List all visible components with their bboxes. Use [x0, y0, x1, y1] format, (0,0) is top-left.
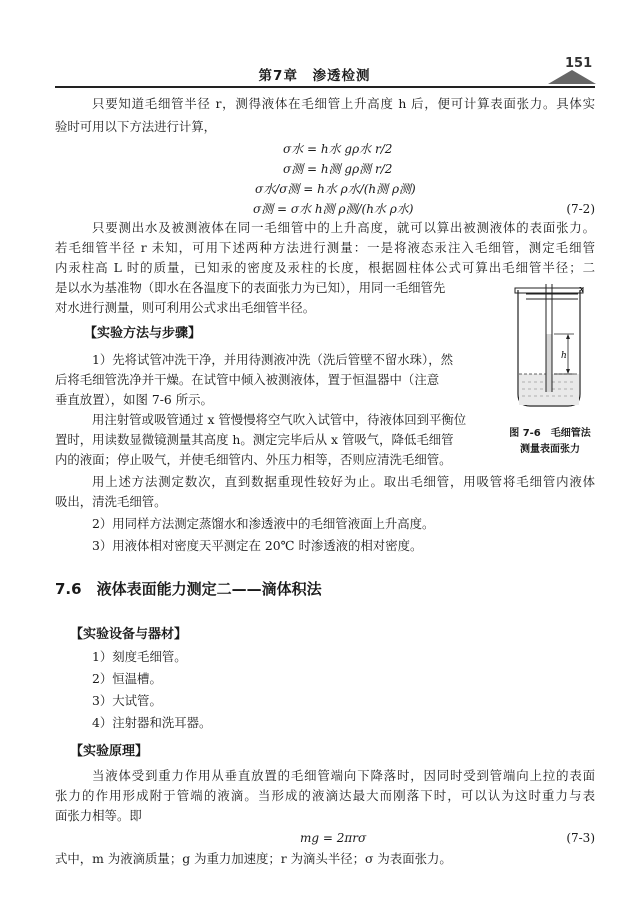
paragraph-line: 只要测出水及被测液体在同一毛细管中的上升高度，就可以算出被测液体的表面张力。 — [92, 220, 595, 235]
principle-line: 当液体受到重力作用从垂直放置的毛细管端向下降落时，因同时受到管端向上拉的表面 — [92, 768, 595, 783]
paragraph-line: 若毛细管半径 r 未知，可用下述两种方法进行测量：一是将液态汞注入毛细管，测定毛细管 — [55, 240, 595, 255]
step-line: 后将毛细管洗净并干燥。在试管中倾入被测液体，置于恒温器中（注意 — [55, 372, 440, 387]
step-line: 置时，用读数显微镜测量其高度 h。测定完毕后从 x 管吸气，降低毛细管 — [55, 432, 454, 447]
equipment-heading: 【实验设备与器材】 — [70, 627, 188, 642]
equation-line: σ水/σ测 = h水 ρ水/(h测 ρ测) — [255, 182, 416, 196]
principle-heading: 【实验原理】 — [70, 744, 149, 759]
header-rule — [55, 86, 595, 88]
step-line: 3）用液体相对密度天平测定在 20℃ 时渗透液的相对密度。 — [92, 538, 423, 553]
figure-caption: 图 7-6 毛细管法 — [509, 428, 591, 439]
principle-line: 面张力相等。即 — [55, 808, 142, 823]
step-line: 用上述方法测定数次，直到数据重现性较好为止。取出毛细管，用吸管将毛细管内液体 — [92, 474, 595, 489]
step-line: 用注射管或吸管通过 x 管慢慢将空气吹入试管中，待液体回到平衡位 — [92, 412, 467, 427]
capillary-liquid — [547, 334, 552, 392]
step-line: 1）先将试管冲洗干净，并用待测液冲洗（洗后管壁不留水珠），然 — [92, 352, 454, 367]
page-number: 151 — [565, 56, 593, 71]
paragraph-line: 对水进行测量，则可利用公式求出毛细管半径。 — [55, 300, 316, 315]
step-line: 吸出，清洗毛细管。 — [55, 494, 167, 509]
figure-caption: 测量表面张力 — [520, 444, 580, 455]
steps-heading: 【实验方法与步骤】 — [84, 326, 202, 341]
step-line: 2）用同样方法测定蒸馏水和渗透液中的毛细管液面上升高度。 — [92, 516, 435, 531]
paragraph-line: 是以水为基准物（即水在各温度下的表面张力为已知），用同一毛细管先 — [55, 280, 446, 295]
section-title: 7.6 液体表面能力测定二——滴体积法 — [55, 580, 322, 598]
paragraph-line: 验时可用以下方法进行计算， — [55, 119, 217, 134]
stopper — [515, 288, 583, 293]
equation-line: σ测 = h测 gρ测 r/2 — [283, 162, 393, 176]
principle-line: 张力的作用形成附于管端的液滴。当形成的液滴达最大而刚落下时，可以认为这时重力与表 — [55, 788, 595, 803]
equipment-item: 4）注射器和洗耳器。 — [92, 715, 212, 730]
chapter-header: 第7章 渗透检测 — [258, 68, 371, 84]
equipment-item: 2）恒温槽。 — [92, 671, 162, 686]
equipment-item: 1）刻度毛细管。 — [92, 649, 187, 664]
paragraph-line: 只要知道毛细管半径 r，测得液体在毛细管上升高度 h 后，便可计算表面张力。具体实 — [92, 96, 595, 111]
equation-line: mg = 2πrσ — [300, 831, 367, 845]
equation-number: (7-3) — [566, 831, 595, 845]
label-x: x — [579, 285, 585, 295]
step-line: 内的液面；停止吸气，并使毛细管内、外压力相等，否则应清洗毛细管。 — [55, 452, 452, 467]
step-line: 垂直放置），如图 7-6 所示。 — [55, 392, 213, 407]
label-h: h — [561, 351, 567, 361]
equipment-item: 3）大试管。 — [92, 693, 162, 708]
principle-line: 式中，m 为液滴质量；g 为重力加速度；r 为滴头半径；σ 为表面张力。 — [55, 851, 452, 866]
equation-number: (7-2) — [566, 202, 595, 216]
paragraph-line: 内汞柱高 L 时的质量，已知汞的密度及汞柱的长度，根据圆柱体公式可算出毛细管半径；二 — [55, 260, 595, 275]
equation-line: σ水 = h水 gρ水 r/2 — [283, 142, 393, 156]
equation-line: σ测 = σ水 h测 ρ测/(h水 ρ水) — [253, 202, 414, 216]
capillary-figure — [500, 282, 600, 412]
